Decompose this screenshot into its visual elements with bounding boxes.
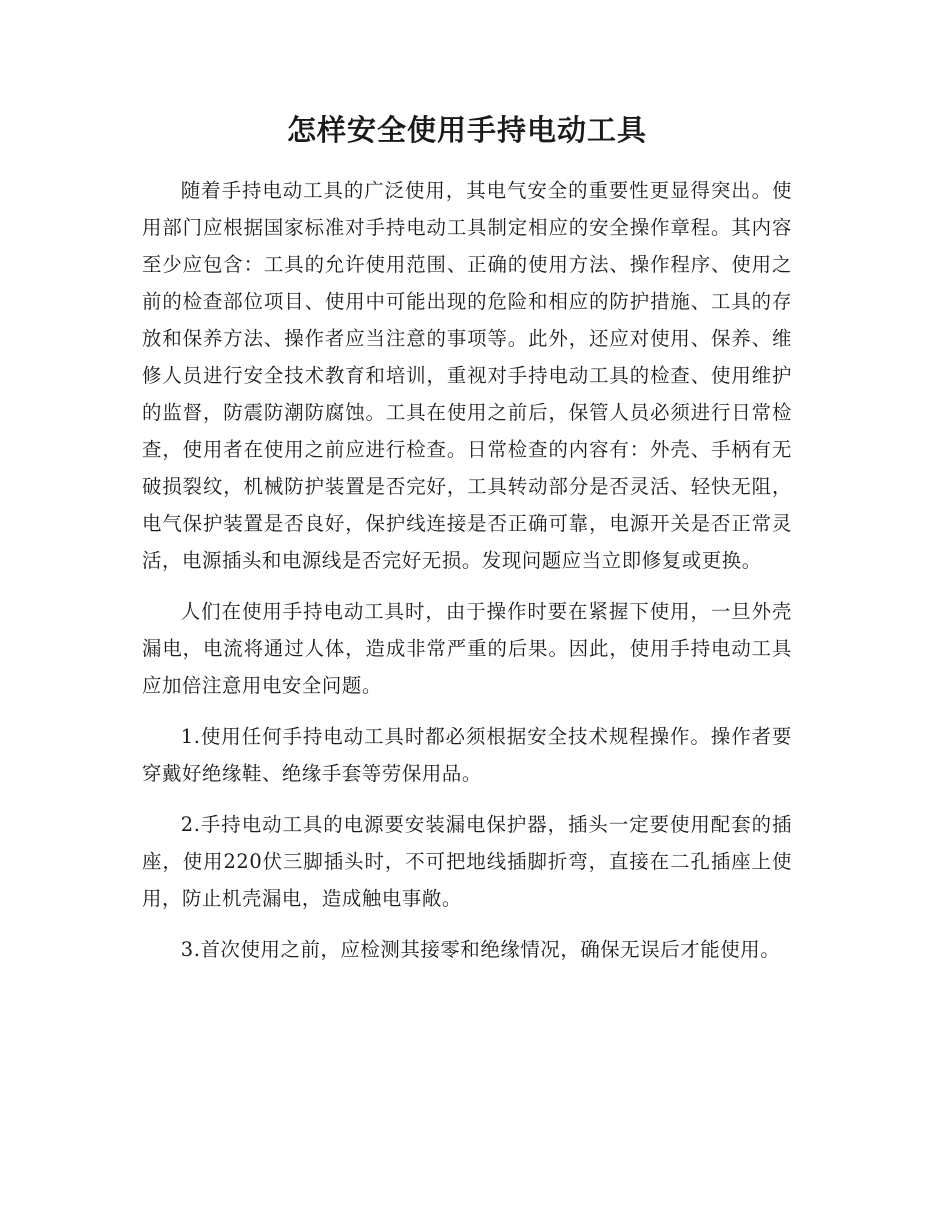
paragraph-rule-2: 2.手持电动工具的电源要安装漏电保护器，插头一定要使用配套的插座，使用220伏三脚插头时，不可把地线插脚折弯，直接在二孔插座上使用，防止机壳漏电，造成触电事敞。 <box>142 813 792 910</box>
paragraph-intro: 随着手持电动工具的广泛使用，其电气安全的重要性更显得突出。使用部门应根据国家标准对手持电动工具制定相应的安全操作章程。其内容至少应包含：工具的允许使用范围、正确的使用方法、操作程序、使用之前的检查部位项目、使用中可能出现的危险和相应的防护措施、工具的存放和保养方法、操作者应当注意的事项等。此外，还应对使用、保养、维修人员进行安全技术教育和培训，重视对手持电动工具的检查、使用维护的监督，防震防潮防腐蚀。工具在使用之前后，保管人员必须进行日常检查，使用者在使用之前应进行检查。日常检查的内容有：外壳、手柄有无破损裂纹，机械防护装置是否完好，工具转动部分是否灵活、轻快无阻，电气保护装置是否良好，保护线连接是否正确可靠，电源开关是否正常灵活，电源插头和电源线是否完好无损。发现问题应当立即修复或更换。 <box>142 179 792 572</box>
document-title: 怎样安全使用手持电动工具 <box>286 113 647 147</box>
paragraph-rule-3: 3.首次使用之前，应检测其接零和绝缘情况，确保无误后才能使用。 <box>180 938 781 961</box>
document-page <box>142 108 792 982</box>
paragraph-rule-1: 1.使用任何手持电动工具时都必须根据安全技术规程操作。操作者要穿戴好绝缘鞋、绝缘手套等劳保用品。 <box>142 725 792 785</box>
paragraph-hazard: 人们在使用手持电动工具时，由于操作时要在紧握下使用，一旦外壳漏电，电流将通过人体，造成非常严重的后果。因此，使用手持电动工具应加倍注意用电安全问题。 <box>142 600 792 697</box>
